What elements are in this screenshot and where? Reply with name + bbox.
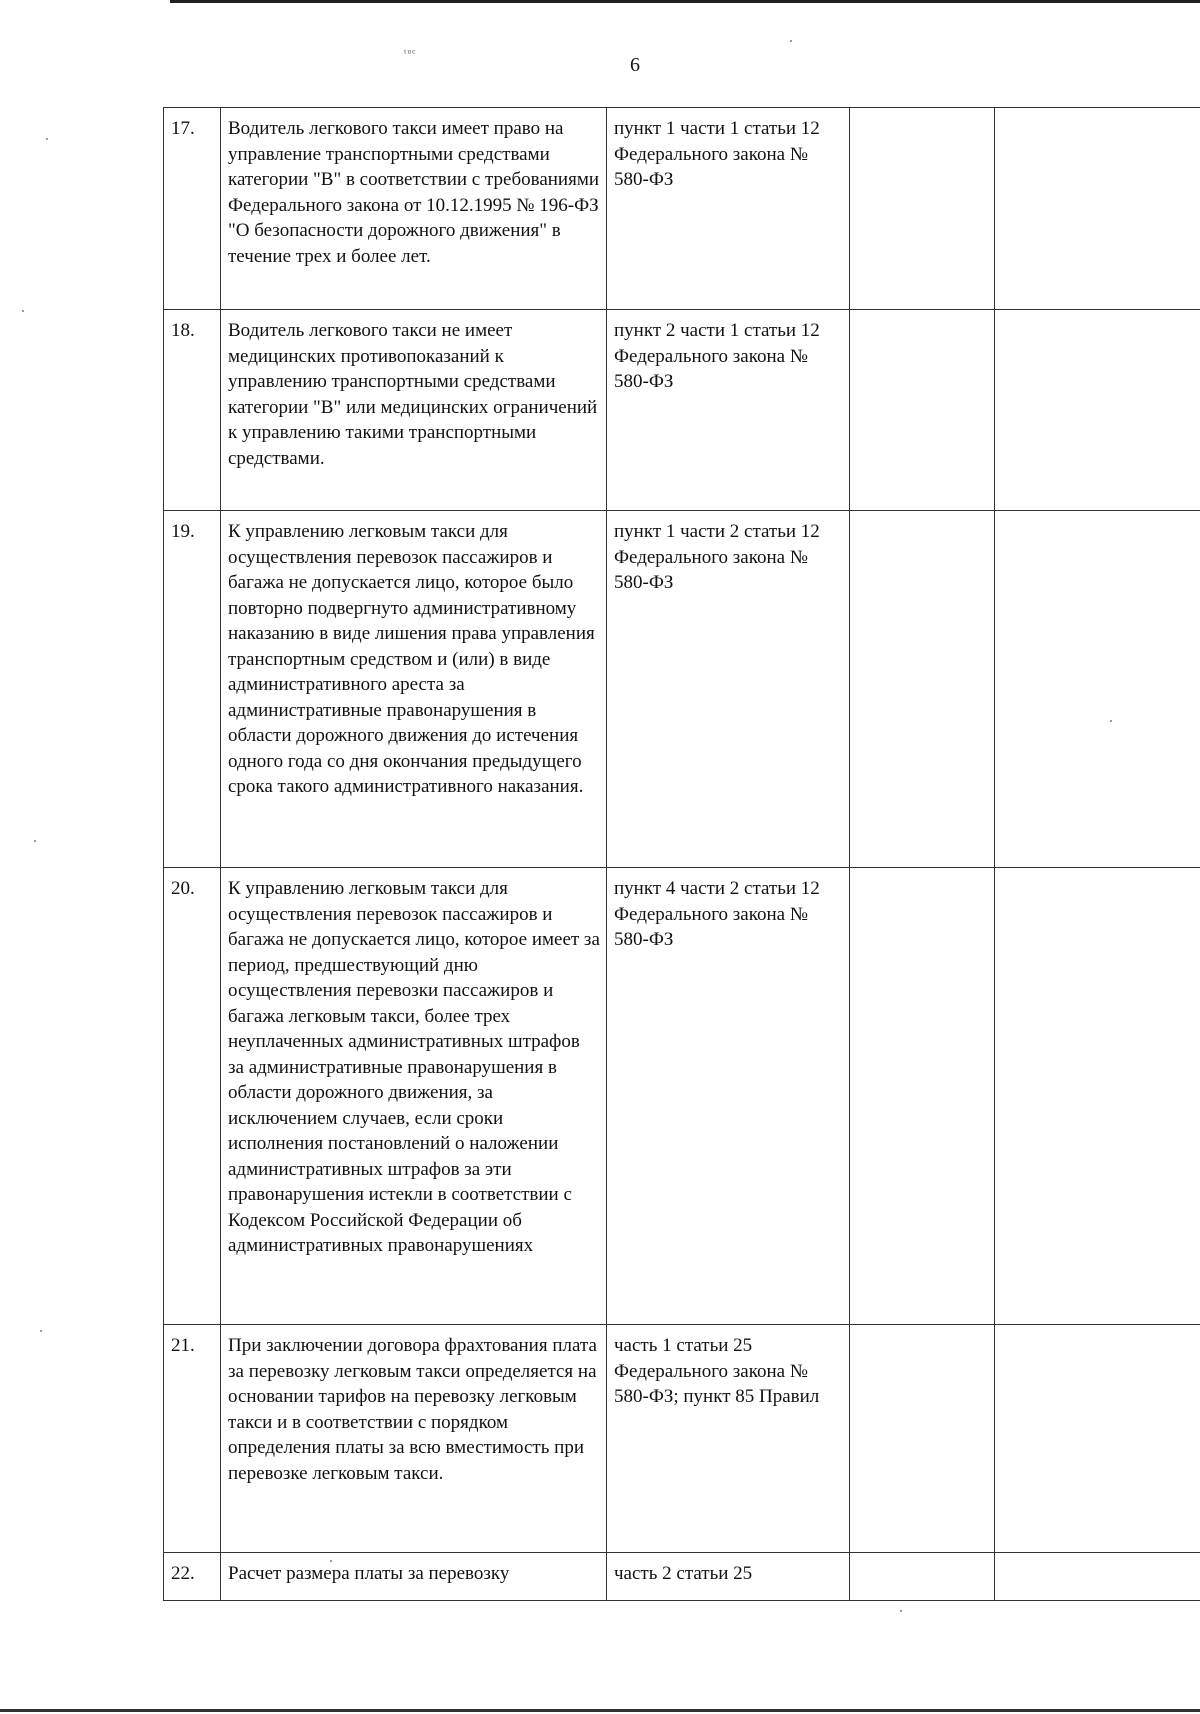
- empty-cell: [995, 1553, 1200, 1601]
- scan-speck: [46, 138, 48, 140]
- empty-cell: [850, 511, 995, 868]
- table-row: [164, 868, 1200, 1325]
- row-number: 19.: [164, 511, 221, 868]
- empty-cell: [995, 1325, 1200, 1553]
- scan-speck: [900, 1610, 902, 1612]
- legal-reference: часть 2 статьи 25: [607, 1553, 850, 1601]
- table-row: [164, 511, 1200, 868]
- scan-speck: [40, 1330, 42, 1332]
- table-row: [164, 1325, 1200, 1553]
- legal-reference: часть 1 статьи 25 Федерального закона № 580-ФЗ; пункт 85 Правил: [607, 1325, 850, 1553]
- row-number: 18.: [164, 310, 221, 511]
- page-number: 6: [630, 54, 640, 76]
- empty-cell: [850, 310, 995, 511]
- bottom-edge-rule: [0, 1709, 1200, 1712]
- scan-speck: [34, 840, 36, 842]
- legal-reference: пункт 1 части 1 статьи 12 Федерального закона № 580-ФЗ: [607, 108, 850, 310]
- scan-mark: ᵗᵘᶜ: [404, 46, 417, 60]
- table-row: [164, 1553, 1200, 1601]
- requirements-table: [163, 107, 1200, 1601]
- legal-reference: пункт 4 части 2 статьи 12 Федерального закона № 580-ФЗ: [607, 868, 850, 1325]
- empty-cell: [850, 1553, 995, 1601]
- row-number: 22.: [164, 1553, 221, 1601]
- requirement-text: Водитель легкового такси не имеет медицинских противопоказаний к управлению транспортными средствами категории "В" или медицинских ограничений к управлению такими транспортными средствами.: [221, 310, 607, 511]
- empty-cell: [995, 108, 1200, 310]
- scan-speck: [790, 40, 792, 42]
- requirement-text: К управлению легковым такси для осуществления перевозок пассажиров и багажа не допускается лицо, которое было повторно подвергнуто административному наказанию в виде лишения права управления транспортным средством и (или) в виде административного ареста за административные правонарушения в области дорожного движения до истечения одного года со дня окончания предыдущего срока такого административного наказания.: [221, 511, 607, 868]
- requirement-text: При заключении договора фрахтования плата за перевозку легковым такси определяется на основании тарифов на перевозку легковым такси и в соответствии с порядком определения платы за всю вместимость при перевозке легковым такси.: [221, 1325, 607, 1553]
- scan-speck: [1110, 720, 1112, 722]
- empty-cell: [850, 868, 995, 1325]
- top-edge-rule: [170, 0, 1200, 3]
- scan-speck: [330, 1560, 332, 1562]
- requirement-text: К управлению легковым такси для осуществления перевозок пассажиров и багажа не допускается лицо, которое имеет за период, предшествующий дню осуществления перевозки пассажиров и багажа легковым такси, более трех неуплаченных административных штрафов за административные правонарушения в области дорожного движения, за исключением случаев, если сроки исполнения постановлений о наложении административных штрафов за эти правонарушения истекли в соответствии с Кодексом Российской Федерации об административных правонарушениях: [221, 868, 607, 1325]
- requirement-text: Расчет размера платы за перевозку: [221, 1553, 607, 1601]
- empty-cell: [995, 511, 1200, 868]
- row-number: 17.: [164, 108, 221, 310]
- empty-cell: [850, 108, 995, 310]
- row-number: 20.: [164, 868, 221, 1325]
- legal-reference: пункт 1 части 2 статьи 12 Федерального закона № 580-ФЗ: [607, 511, 850, 868]
- legal-reference: пункт 2 части 1 статьи 12 Федерального закона № 580-ФЗ: [607, 310, 850, 511]
- empty-cell: [995, 868, 1200, 1325]
- table-row: [164, 310, 1200, 511]
- scan-speck: [22, 310, 24, 312]
- row-number: 21.: [164, 1325, 221, 1553]
- requirement-text: Водитель легкового такси имеет право на управление транспортными средствами категории "В" в соответствии с требованиями Федерального закона от 10.12.1995 № 196-ФЗ "О безопасности дорожного движения" в течение трех и более лет.: [221, 108, 607, 310]
- empty-cell: [850, 1325, 995, 1553]
- table-row: [164, 108, 1200, 310]
- empty-cell: [995, 310, 1200, 511]
